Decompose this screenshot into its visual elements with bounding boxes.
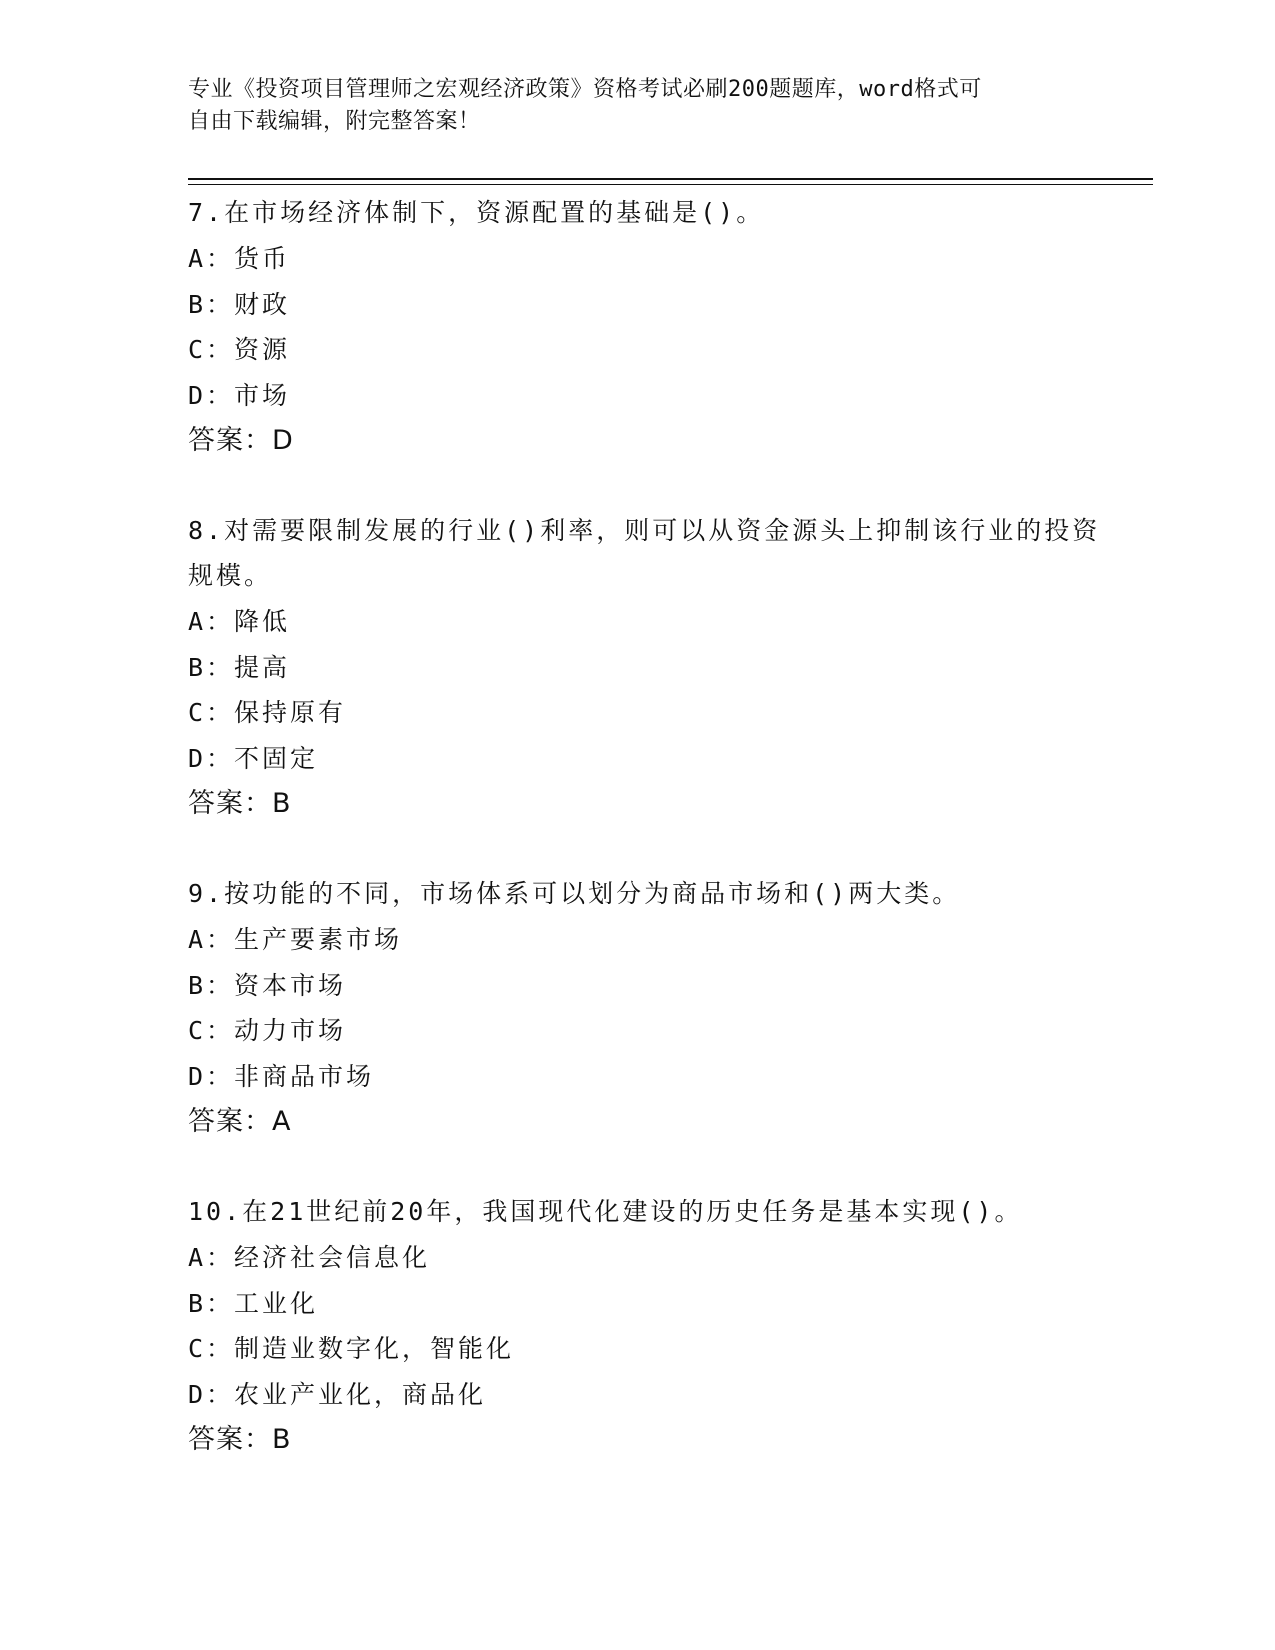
answer-line: 答案：B (188, 1424, 292, 1455)
question-9 (188, 871, 1108, 1145)
question-text: 9.按功能的不同，市场体系可以划分为商品市场和()两大类。 (188, 879, 961, 908)
answer-line: 答案：D (188, 425, 294, 456)
header-line-1: 专业《投资项目管理师之宏观经济政策》资格考试必刷200题题库，word格式可 (188, 77, 982, 102)
option-b: B：提高 (188, 652, 291, 682)
question-text: 8.对需要限制发展的行业()利率，则可以从资金源头上抑制该行业的投资规模。 (188, 516, 1101, 590)
option-c: C：保持原有 (188, 698, 347, 727)
option-c: C：资源 (188, 335, 291, 364)
option-d: D：非商品市场 (188, 1061, 375, 1091)
header-divider-thick (188, 178, 1153, 180)
option-a: A：经济社会信息化 (188, 1243, 431, 1272)
question-10 (188, 1189, 1108, 1463)
option-d: D：市场 (188, 380, 291, 410)
question-8 (188, 508, 1108, 827)
answer-line: 答案：A (188, 1106, 292, 1137)
option-b: B：财政 (188, 289, 291, 319)
question-text: 10.在21世纪前20年，我国现代化建设的历史任务是基本实现()。 (188, 1197, 1023, 1226)
question-7 (188, 190, 1108, 464)
option-d: D：不固定 (188, 743, 319, 773)
question-text: 7.在市场经济体制下，资源配置的基础是()。 (188, 198, 765, 227)
header-divider-thin (188, 184, 1153, 185)
option-a: A：降低 (188, 607, 291, 636)
option-d: D：农业产业化，商品化 (188, 1379, 487, 1409)
question-list (188, 190, 1108, 1507)
option-c: C：动力市场 (188, 1016, 347, 1045)
answer-line: 答案：B (188, 788, 292, 819)
option-a: A：生产要素市场 (188, 925, 403, 954)
option-c: C：制造业数字化，智能化 (188, 1334, 515, 1363)
document-header (188, 74, 1068, 138)
option-b: B：资本市场 (188, 970, 347, 1000)
header-line-2: 自由下载编辑，附完整答案！ (188, 109, 481, 134)
option-b: B：工业化 (188, 1288, 319, 1318)
option-a: A：货币 (188, 244, 291, 273)
